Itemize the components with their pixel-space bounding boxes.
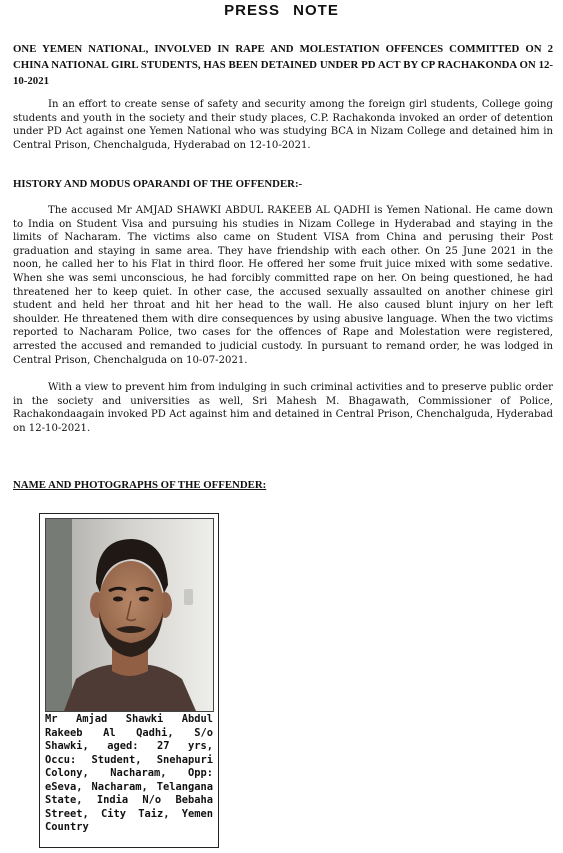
offender-photo-box (39, 513, 219, 848)
headline: ONE YEMEN NATIONAL, INVOLVED IN RAPE AND MOLESTATION OFFENCES COMMITTED ON 2 CHINA NATIONAL GIRL STUDENTS, HAS BEEN DETAINED UNDER PD ACT BY CP RACHAKONDA ON 12-10-2021 (13, 43, 553, 87)
closing-paragraph: With a view to prevent him from indulging in such criminal activities and to preserve public order in the society and universities as well, Sri Mahesh M. Bhagawath, Commissioner of Police, Rachakondaagain invoked PD Act against him and detained in Central Prison, Chenchalguda, Hyderabad on 12-10-2021. (13, 382, 553, 434)
offender-portrait-image (46, 519, 213, 711)
offender-caption: Mr Amjad Shawki Abdul Rakeeb Al Qadhi, S/o Shawki, aged: 27 yrs, Occu: Student, Snehapuri Colony, Nacharam, Opp: eSeva, Nacharam, Telangana State, India N/o Bebaha Street, City Taiz, Yemen Country (45, 713, 213, 833)
history-paragraph: The accused Mr AMJAD SHAWKI ABDUL RAKEEB AL QADHI is Yemen National. He came down to India on Student Visa and pursuing his studies in Nizam College in Hyderabad and staying in the limits of Nacharam. The victims also came on Student VISA from China and perusing their Post graduation and staying in same area. They have friendship with each other. On 25 June 2021 in the noon, he called her to his Flat in third floor. He offered her some fruit juice mixed with some sedative. When she was semi unconscious, he had forcibly committed rape on her. On being questioned, he had threatened her to keep quiet. In other case, the accused sexually assaulted on another chinese girl student and held her throat and hit her head to the wall. He also caused blunt injury on her left shoulder. He threatened them with dire consequences by using abusive language. When the two victims reported to Nacharam Police, two cases for the offences of Rape and Molestation were registered, arrested the accused and remanded to judicial custody. In pursuant to remand order, he was lodged in Central Prison, Chenchalguda on 10-07-2021. (13, 205, 553, 366)
offender-photo (45, 518, 214, 712)
history-heading: HISTORY AND MODUS OPARANDI OF THE OFFENDER:- (13, 178, 303, 190)
photos-heading: NAME AND PHOTOGRAPHS OF THE OFFENDER: (13, 479, 267, 491)
press-note-title: PRESS NOTE (224, 2, 339, 19)
intro-paragraph: In an effort to create sense of safety and security among the foreign girl students, College going students and youth in the society and their study places, C.P. Rachakonda invoked an order of detention under PD Act against one Yemen National who was studying BCA in Nizam College and detained him in Central Prison, Chenchalguda, Hyderabad on 12-10-2021. (13, 99, 553, 151)
